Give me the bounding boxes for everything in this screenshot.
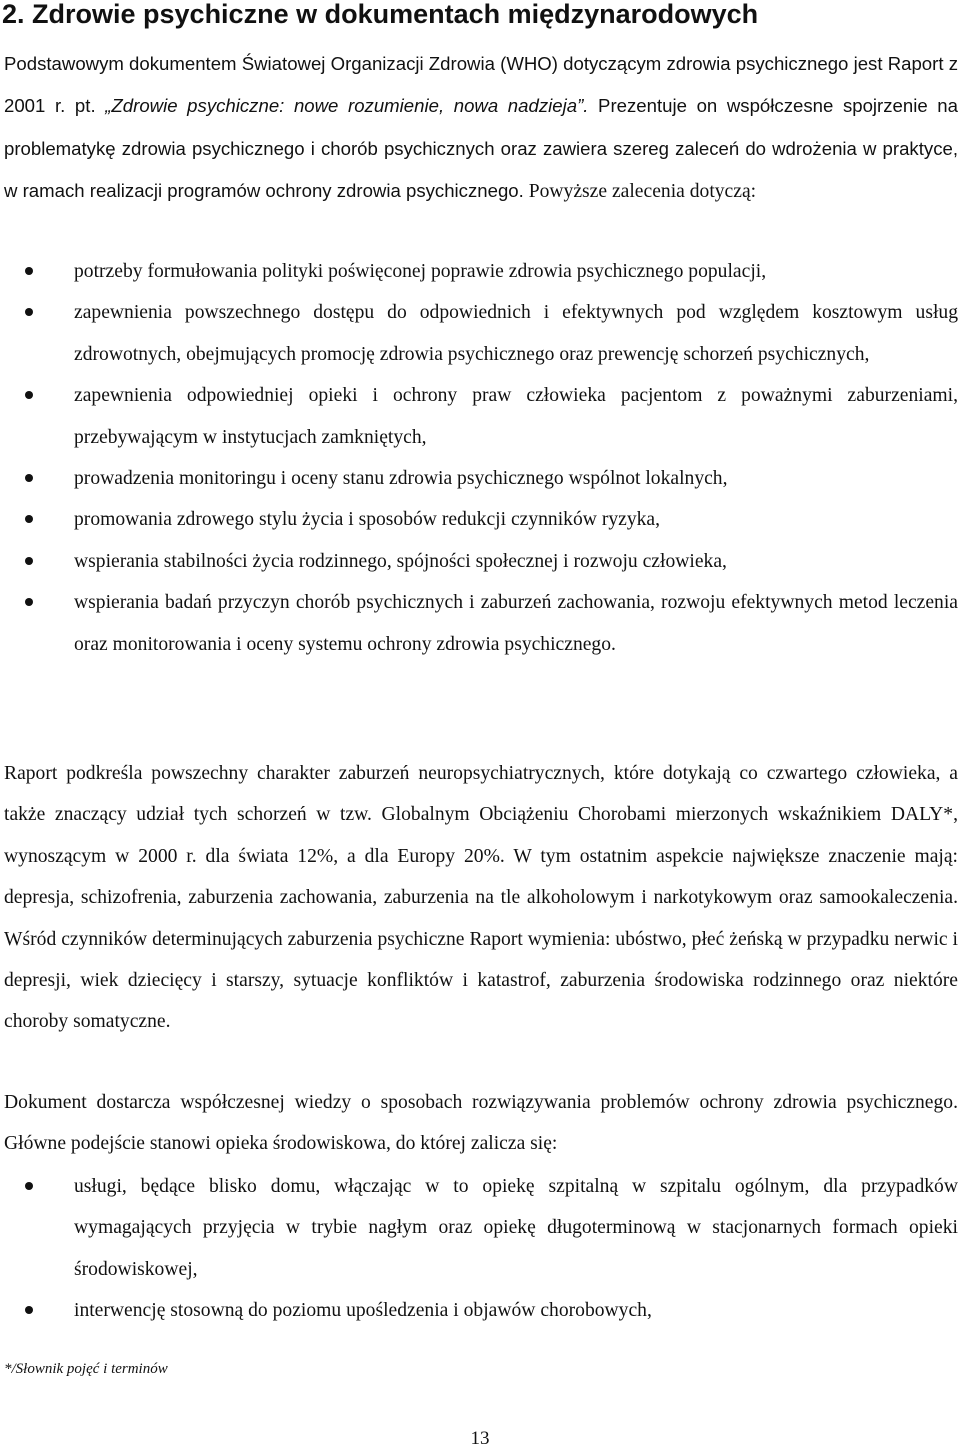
page-number: 13 bbox=[470, 1428, 490, 1449]
section-heading: 2. Zdrowie psychiczne w dokumentach międzynarodowych bbox=[2, 0, 759, 29]
community-care-paragraph: Dokument dostarcza współczesnej wiedzy o sposobach rozwiązywania problemów ochrony zdrowia psychicznego. Główne podejście stanowi opieka środowiskowa, do której zalicza się: bbox=[4, 1092, 958, 1155]
list-item: potrzeby formułowania polityki poświęconej poprawie zdrowia psychicznego populacji, bbox=[0, 251, 958, 292]
list-item: zapewnienia odpowiedniej opieki i ochrony praw człowieka pacjentom z poważnymi zaburzeniami, przebywającym w instytucjach zamkniętych, bbox=[0, 375, 958, 458]
bullet-icon bbox=[25, 557, 33, 565]
bullet-icon bbox=[25, 267, 33, 275]
intro-text-c: Powyższe zalecenia dotyczą: bbox=[523, 181, 757, 203]
list-item: wspierania stabilności życia rodzinnego, spójności społecznej i rozwoju człowieka, bbox=[0, 541, 958, 582]
list-item: usługi, będące blisko domu, włączając w to opiekę szpitalną w szpitalu ogólnym, dla przypadków wymagających przyjęcia w trybie nagłym oraz opiekę długoterminową w stacjonarnych formach opieki środowiskowej, bbox=[0, 1166, 958, 1290]
list-item: prowadzenia monitoringu i oceny stanu zdrowia psychicznego wspólnot lokalnych, bbox=[0, 458, 958, 499]
footnote: */Słownik pojęć i terminów bbox=[4, 1361, 168, 1377]
bullet-icon bbox=[25, 598, 33, 606]
list-item: interwencję stosowną do poziomu upośledzenia i objawów chorobowych, bbox=[0, 1290, 958, 1331]
report-summary-paragraph: Raport podkreśla powszechny charakter zaburzeń neuropsychiatrycznych, które dotykają co czwartego człowieka, a także znaczący udział tych schorzeń w tzw. Globalnym Obciążeniu Chorobami mierzonych wskaźnikiem DALY*, wynoszącym w 2000 r. dla świata 12%, a dla Europy 20%. W tym ostatnim aspekcie największe znaczenie mają: depresja, schizofrenia, zaburzenia zachowania, zaburzenia na tle alkoholowym i narkotykowym oraz samookaleczenia. Wśród czynników determinujących zaburzenia psychiczne Raport wymienia: ubóstwo, płeć żeńską w przypadku nerwic i depresji, wiek dziecięcy i starszy, sytuacje konfliktów i katastrof, zaburzenia środowiska rodzinnego oraz niektóre choroby somatyczne. bbox=[4, 763, 958, 1033]
bullet-icon bbox=[25, 391, 33, 399]
community-care-list bbox=[0, 1166, 958, 1332]
report-title: „Zdrowie psychiczne: nowe rozumienie, nowa nadzieja”. bbox=[105, 95, 589, 117]
bullet-icon bbox=[25, 515, 33, 523]
recommendations-list bbox=[0, 251, 958, 665]
intro-paragraph bbox=[4, 43, 958, 213]
list-item: zapewnienia powszechnego dostępu do odpowiednich i efektywnych pod względem kosztowym usług zdrowotnych, obejmujących promocję zdrowia psychicznego oraz prewencję schorzeń psychicznych, bbox=[0, 292, 958, 375]
list-item: promowania zdrowego stylu życia i sposobów redukcji czynników ryzyka, bbox=[0, 499, 958, 540]
intro-text-a: Podstawowym dokumentem Światowej Organizacji Zdrowia (WHO) dotyczącym zdrowia psychicznego jest Raport z 2001 r. pt. bbox=[4, 53, 958, 117]
bullet-icon bbox=[25, 474, 33, 482]
list-item: wspierania badań przyczyn chorób psychicznych i zaburzeń zachowania, rozwoju efektywnych metod leczenia oraz monitorowania i oceny systemu ochrony zdrowia psychicznego. bbox=[0, 582, 958, 665]
intro-text-b: Prezentuje on współczesne spojrzenie na problematykę zdrowia psychicznego i chorób psychicznych oraz zawiera szereg zaleceń do wdrożenia w praktyce, w ramach realizacji programów ochrony zdrowia psychicznego. bbox=[4, 95, 958, 202]
bullet-icon bbox=[25, 1306, 33, 1314]
bullet-icon bbox=[25, 1182, 33, 1190]
bullet-icon bbox=[25, 308, 33, 316]
